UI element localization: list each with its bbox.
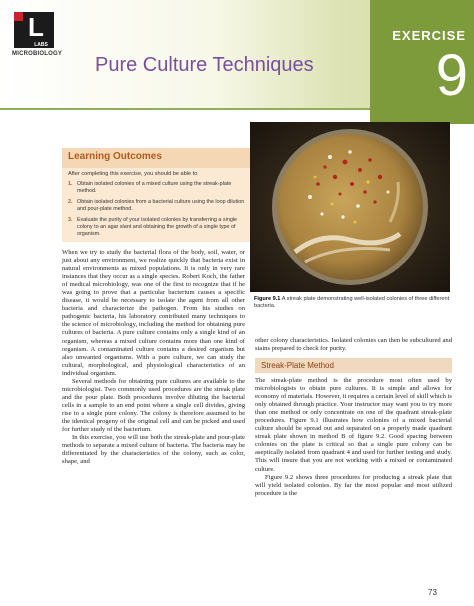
learning-outcome-item bbox=[68, 181, 248, 195]
figure-caption-text: A streak plate demonstrating well-isolated colonies of three different bacteria. bbox=[254, 296, 450, 309]
logo-labs: LABS bbox=[34, 42, 48, 48]
body-paragraph: Several methods for obtaining pure cultures are available to the microbiologist. Two commonly used procedures are the streak plate and the pour plate. Both procedures involve diluting the bacterial cells in a sample to an end point where a single cell divides, giving rise to a single pure colony. The colony is therefore assumed to be the identical progeny of the original cell and can be picked and used for further study of the bacterium. bbox=[62, 377, 245, 434]
figure-label: Figure 9.1 bbox=[254, 296, 281, 302]
right-column-body bbox=[255, 377, 452, 498]
outcome-text: Evaluate the purity of your isolated colonies by transferring a single colony to an agar slant and obtaining the growth of a single type of organism. bbox=[77, 217, 238, 237]
streak-plate-photo bbox=[250, 122, 450, 292]
body-paragraph: The streak-plate method is the procedure most often used by microbiologists to obtain pure cultures. It is simple and allows for economy of materials. However, it requires a certain level of skill which is only obtained through practice. Your instructor may want you to try more than one method or only concentrate on one of the quadrant streak-plate procedures. Figure 9.1 illustrates how colonies of a mixed bacterial culture should be spread out and separated on a properly made quadrant streak plate shown in method B of figure 9.2. Good spacing between colonies on the plate is critical so that a single pure colony can be aseptically isolated from quadrant 4 and used for further testing and study. This will insure that you are not working with a mixed or contaminated culture. bbox=[255, 377, 452, 473]
logo-letter: L bbox=[28, 12, 44, 42]
body-paragraph: Figure 9.2 shows three procedures for producing a streak plate that will yield isolated colonies. By far the most popular and most utilized procedure is the bbox=[255, 473, 452, 497]
outcome-number: 2. bbox=[68, 199, 73, 205]
exercise-label: EXERCISE bbox=[392, 28, 466, 43]
page-title: Pure Culture Techniques bbox=[95, 54, 314, 76]
header-rule bbox=[0, 108, 370, 110]
page-number: 73 bbox=[428, 588, 437, 597]
right-column-top bbox=[255, 337, 452, 353]
body-paragraph: When we try to study the bacterial flora of the body, soil, water, or just about any environment, we realize quickly that bacteria exist in natural environments as mixed populations. It is only in very rare instances that they occur as a single species. Robert Koch, the father of medical microbiology, was one of the first to recognize that if he was going to prove that a particular bacterium causes a specific disease, it would be necessary to isolate the agent from all other bacteria and characterize the pathogen. From his studies on pathogenic bacteria, his laboratory contributed many techniques to the science of microbiology, including the method for obtaining pure cultures of bacteria. A pure culture contains only a single kind of an organism, whereas a mixed culture contains more than one kind of organism. A contaminated culture contains a desired organism but also unwanted organisms. With a pure culture, we can study the cultural, morphological, and physiological characteristics of an individual organism. bbox=[62, 249, 245, 377]
section-heading: Streak-Plate Method bbox=[261, 361, 334, 370]
outcome-number: 3. bbox=[68, 217, 73, 223]
learning-outcomes-title: Learning Outcomes bbox=[68, 151, 162, 162]
logo-red-square bbox=[14, 12, 23, 21]
outcome-text: Obtain isolated colonies of a mixed culture using the streak-plate method. bbox=[77, 181, 232, 194]
body-paragraph: other colony characteristics. Isolated colonies can then be subcultured and stains prepared to check for purity. bbox=[255, 337, 452, 353]
body-paragraph: In this exercise, you will use both the streak-plate and pour-plate methods to separate a mixed culture of bacteria. The bacteria may be differentiated by the characteristics of the colony, such as color, shape, and bbox=[62, 434, 245, 466]
outcome-text: Obtain isolated colonies from a bacterial culture using the loop dilution and pour-plate method. bbox=[77, 199, 245, 212]
exercise-number: 9 bbox=[435, 43, 468, 108]
learning-outcomes-intro: After completing this exercise, you should be able to bbox=[68, 171, 198, 177]
outcome-number: 1. bbox=[68, 181, 73, 187]
learning-outcome-item bbox=[68, 217, 248, 238]
learning-outcome-item bbox=[68, 199, 248, 213]
figure-caption bbox=[254, 296, 454, 310]
left-column bbox=[62, 249, 245, 466]
logo-subtitle: MICROBIOLOGY bbox=[12, 51, 63, 57]
